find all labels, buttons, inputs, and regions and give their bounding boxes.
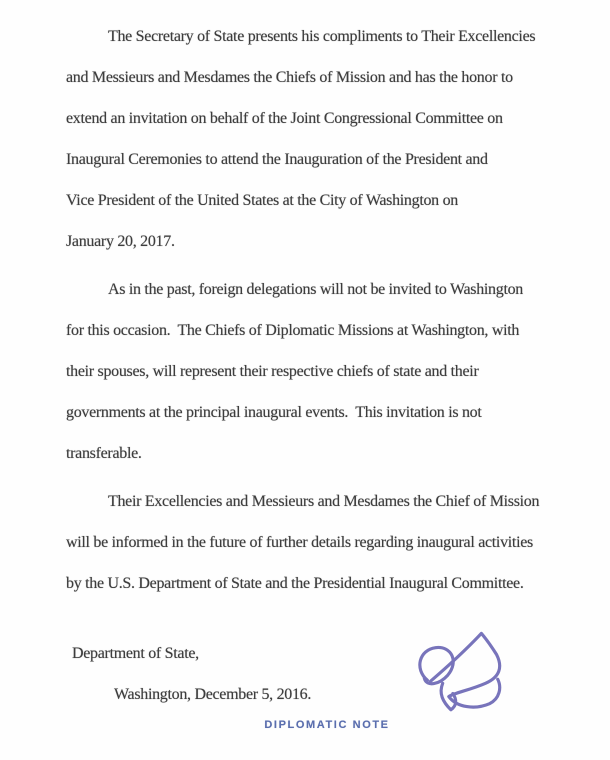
text-line: for this occasion. The Chiefs of Diplomatic Missions at Washington, with (66, 322, 520, 339)
text-line: will be informed in the future of further details regarding inaugural activities (66, 534, 533, 551)
signoff-block (0, 633, 610, 715)
text-line: extend an invitation on behalf of the Joint Congressional Committee on (66, 110, 503, 127)
paragraph (66, 16, 584, 262)
text-line: Vice President of the United States at the City of Washington on (66, 192, 458, 209)
text-line: and Messieurs and Mesdames the Chiefs of Mission and has the honor to (66, 69, 513, 86)
text-line: transferable. (66, 445, 142, 462)
text-line: their spouses, will represent their respective chiefs of state and their (66, 363, 479, 380)
paragraph (66, 481, 584, 604)
paragraph (66, 269, 584, 474)
text-line: The Secretary of State presents his compliments to Their Excellencies (108, 28, 536, 45)
text-line: January 20, 2017. (66, 233, 175, 250)
signoff-place-date: Washington, December 5, 2016. (114, 686, 312, 703)
text-line: As in the past, foreign delegations will not be invited to Washington (108, 281, 523, 298)
text-line: Inaugural Ceremonies to attend the Inauguration of the President and (66, 151, 488, 168)
signoff-department: Department of State, (72, 645, 199, 662)
text-line: governments at the principal inaugural events. This invitation is not (66, 404, 482, 421)
text-line: Their Excellencies and Messieurs and Mesdames the Chief of Mission (108, 493, 540, 510)
diplomatic-note-label: DIPLOMATIC NOTE (264, 719, 390, 731)
text-line: by the U.S. Department of State and the Presidential Inaugural Committee. (66, 575, 524, 592)
